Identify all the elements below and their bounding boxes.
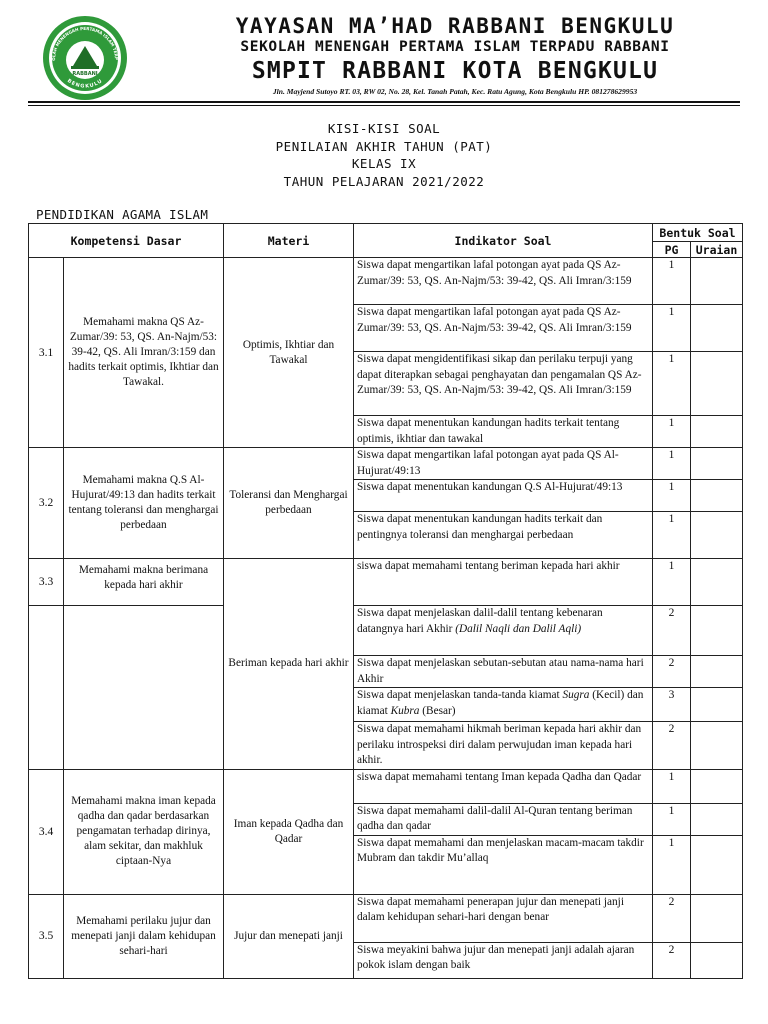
indikator-text: siswa dapat memahami tentang Iman kepada Qadha dan Qadar [354, 769, 653, 803]
pg-value: 1 [653, 512, 691, 559]
pg-value: 1 [653, 258, 691, 305]
uraian-cell [691, 258, 743, 305]
pg-value: 2 [653, 894, 691, 942]
indikator-text: Siswa dapat menentukan kandungan hadits terkait dan pentingnya toleransi dan menghargai perbedaan [354, 512, 653, 559]
indikator-part: (Kecil) dan kiamat [357, 689, 644, 717]
kd-text: Memahami makna iman kepada qadha dan qadar berdasarkan pengamatan terhadap dirinya, alam sekitar, dan makhluk ciptaan-Nya [64, 769, 224, 894]
indikator-text: Siswa meyakini bahwa jujur dan menepati janji adalah ajaran pokok islam dengan baik [354, 942, 653, 978]
indikator-italic: Sugra [562, 689, 590, 701]
indikator-part: Siswa dapat menjelaskan dalil-dalil tentang kebenaran datangnya hari Akhir [357, 607, 603, 635]
school-full-name: SEKOLAH MENENGAH PERTAMA ISLAM TERPADU RABBANI [240, 39, 670, 55]
table-row [29, 559, 743, 606]
uraian-cell [691, 559, 743, 606]
indikator-italic: (Dalil Naqli dan Dalil Aqli) [455, 622, 582, 635]
pg-value: 1 [653, 305, 691, 352]
pg-value: 1 [653, 480, 691, 512]
kd-number: 3.5 [29, 894, 64, 978]
kd-text: Memahami makna Q.S Al-Hujurat/49:13 dan hadits terkait tentang toleransi dan menghargai perbedaan [64, 448, 224, 559]
materi-text: Beriman kepada hari akhir [224, 559, 354, 770]
pg-value: 1 [653, 835, 691, 894]
indikator-part: (Besar) [419, 704, 456, 717]
indikator-text: siswa dapat memahami tentang beriman kepada hari akhir [354, 559, 653, 606]
indikator-text: Siswa dapat menentukan kandungan Q.S Al-Hujurat/49:13 [354, 480, 653, 512]
pg-value: 2 [653, 722, 691, 770]
logo-emblem-base [71, 66, 99, 69]
pg-value: 2 [653, 656, 691, 688]
title-line-1: KISI-KISI SOAL [327, 121, 441, 136]
kd-text: Memahami makna berimana kepada hari akhir [64, 559, 224, 606]
header-rule-thick [28, 101, 740, 103]
pg-value: 1 [653, 559, 691, 606]
pg-value: 1 [653, 416, 691, 448]
uraian-cell [691, 512, 743, 559]
school-address: Jln. Mayjend Sutoyo RT. 03, RW 02, No. 28, Kel. Tanah Patah, Kec. Ratu Agung, Kota Bengkulu HP. 081278629953 [272, 87, 638, 96]
pg-value: 2 [653, 606, 691, 656]
title-line-4: TAHUN PELAJARAN 2021/2022 [283, 173, 485, 189]
pg-value: 1 [653, 769, 691, 803]
title-line-3: KELAS IX [351, 156, 417, 171]
foundation-name: YAYASAN MA’HAD RABBANI BENGKULU [235, 14, 675, 38]
indikator-text: Siswa dapat menjelaskan sebutan-sebutan atau nama-nama hari Akhir [354, 656, 653, 688]
school-short-name: SMPIT RABBANI KOTA BENGKULU [251, 58, 659, 84]
pg-value: 1 [653, 803, 691, 835]
uraian-cell [691, 448, 743, 480]
indikator-text: Siswa dapat menentukan kandungan hadits terkait tentang optimis, ikhtiar dan tawakal [354, 416, 653, 448]
title-line-2: PENILAIAN AKHIR TAHUN (PAT) [275, 138, 493, 154]
header-bentuk-soal: Bentuk Soal [653, 224, 743, 242]
materi-text: Optimis, Ikhtiar dan Tawakal [224, 258, 354, 448]
logo-text-top: OLAH MENENGAH PERTAMA ISLAM TERP [50, 25, 120, 61]
header-uraian: Uraian [691, 242, 743, 258]
materi-text: Jujur dan menepati janji [224, 894, 354, 978]
indikator-text: Siswa dapat mengidentifikasi sikap dan perilaku terpuji yang dapat diterapkan sebagai penghayatan dan pengamalan QS Az-Zumar/39: 53, QS. An-Najm/53: 39-42, QS. Ali Imran/3:159 [354, 352, 653, 416]
indikator-text [354, 688, 653, 722]
kd-number: 3.4 [29, 769, 64, 894]
pg-value: 1 [653, 352, 691, 416]
kd-text: Memahami perilaku jujur dan menepati janji dalam kehidupan sehari-hari [64, 894, 224, 978]
header-pg: PG [653, 242, 691, 258]
header-indikator: Indikator Soal [354, 224, 653, 258]
uraian-cell [691, 480, 743, 512]
logo-text-mid: RABBANI [72, 71, 98, 77]
pg-value: 2 [653, 942, 691, 978]
indikator-text: Siswa dapat memahami penerapan jujur dan menepati janji dalam kehidupan sehari-hari dengan benar [354, 894, 653, 942]
uraian-cell [691, 352, 743, 416]
kd-text: Memahami makna QS Az-Zumar/39: 53, QS. An-Najm/53: 39-42, QS. Ali Imran/3:159 dan hadits terkait optimis, Ikhtiar dan Tawakal. [64, 258, 224, 448]
indikator-part: Siswa dapat menjelaskan tanda-tanda kiamat [357, 689, 563, 701]
uraian-cell [691, 606, 743, 656]
uraian-cell [691, 722, 743, 770]
pg-value: 3 [653, 688, 691, 722]
kd-number-empty [29, 606, 64, 770]
kisi-kisi-table [28, 223, 743, 979]
table-row [29, 894, 743, 942]
materi-text: Toleransi dan Menghargai perbedaan [224, 448, 354, 559]
kd-text-empty [64, 606, 224, 770]
school-logo [41, 14, 129, 102]
kd-number: 3.3 [29, 559, 64, 606]
materi-text: Iman kepada Qadha dan Qadar [224, 769, 354, 894]
uraian-cell [691, 894, 743, 942]
uraian-cell [691, 803, 743, 835]
table-row [29, 258, 743, 305]
uraian-cell [691, 656, 743, 688]
header-kompetensi-dasar: Kompetensi Dasar [29, 224, 224, 258]
table-row [29, 448, 743, 480]
table-row [29, 769, 743, 803]
kd-number: 3.2 [29, 448, 64, 559]
indikator-text [354, 606, 653, 656]
uraian-cell [691, 769, 743, 803]
subject-heading: PENDIDIKAN AGAMA ISLAM [36, 207, 209, 222]
uraian-cell [691, 835, 743, 894]
document-title [0, 120, 768, 190]
uraian-cell [691, 416, 743, 448]
uraian-cell [691, 942, 743, 978]
indikator-text: Siswa dapat memahami hikmah beriman kepada hari akhir dan perilaku introspeksi diri dalam perwujudan iman kepada hari akhir. [354, 722, 653, 770]
kd-number: 3.1 [29, 258, 64, 448]
indikator-text: Siswa dapat memahami dan menjelaskan macam-macam takdir Mubram dan takdir Mu’allaq [354, 835, 653, 894]
indikator-text: Siswa dapat mengartikan lafal potongan ayat pada QS Az-Zumar/39: 53, QS. An-Najm/53: 39-42, QS. Ali Imran/3:159 [354, 258, 653, 305]
indikator-text: Siswa dapat mengartikan lafal potongan ayat pada QS Az-Zumar/39: 53, QS. An-Najm/53: 39-42, QS. Ali Imran/3:159 [354, 305, 653, 352]
indikator-text: Siswa dapat memahami dalil-dalil Al-Quran tentang beriman qadha dan qadar [354, 803, 653, 835]
uraian-cell [691, 305, 743, 352]
header-rule-thin [28, 105, 740, 106]
indikator-text: Siswa dapat mengartikan lafal potongan ayat pada QS Al-Hujurat/49:13 [354, 448, 653, 480]
uraian-cell [691, 688, 743, 722]
table-row [29, 606, 743, 656]
pg-value: 1 [653, 448, 691, 480]
indikator-italic: Kubra [390, 704, 420, 717]
header-materi: Materi [224, 224, 354, 258]
logo-text-bottom: BENGKULU [65, 77, 105, 90]
